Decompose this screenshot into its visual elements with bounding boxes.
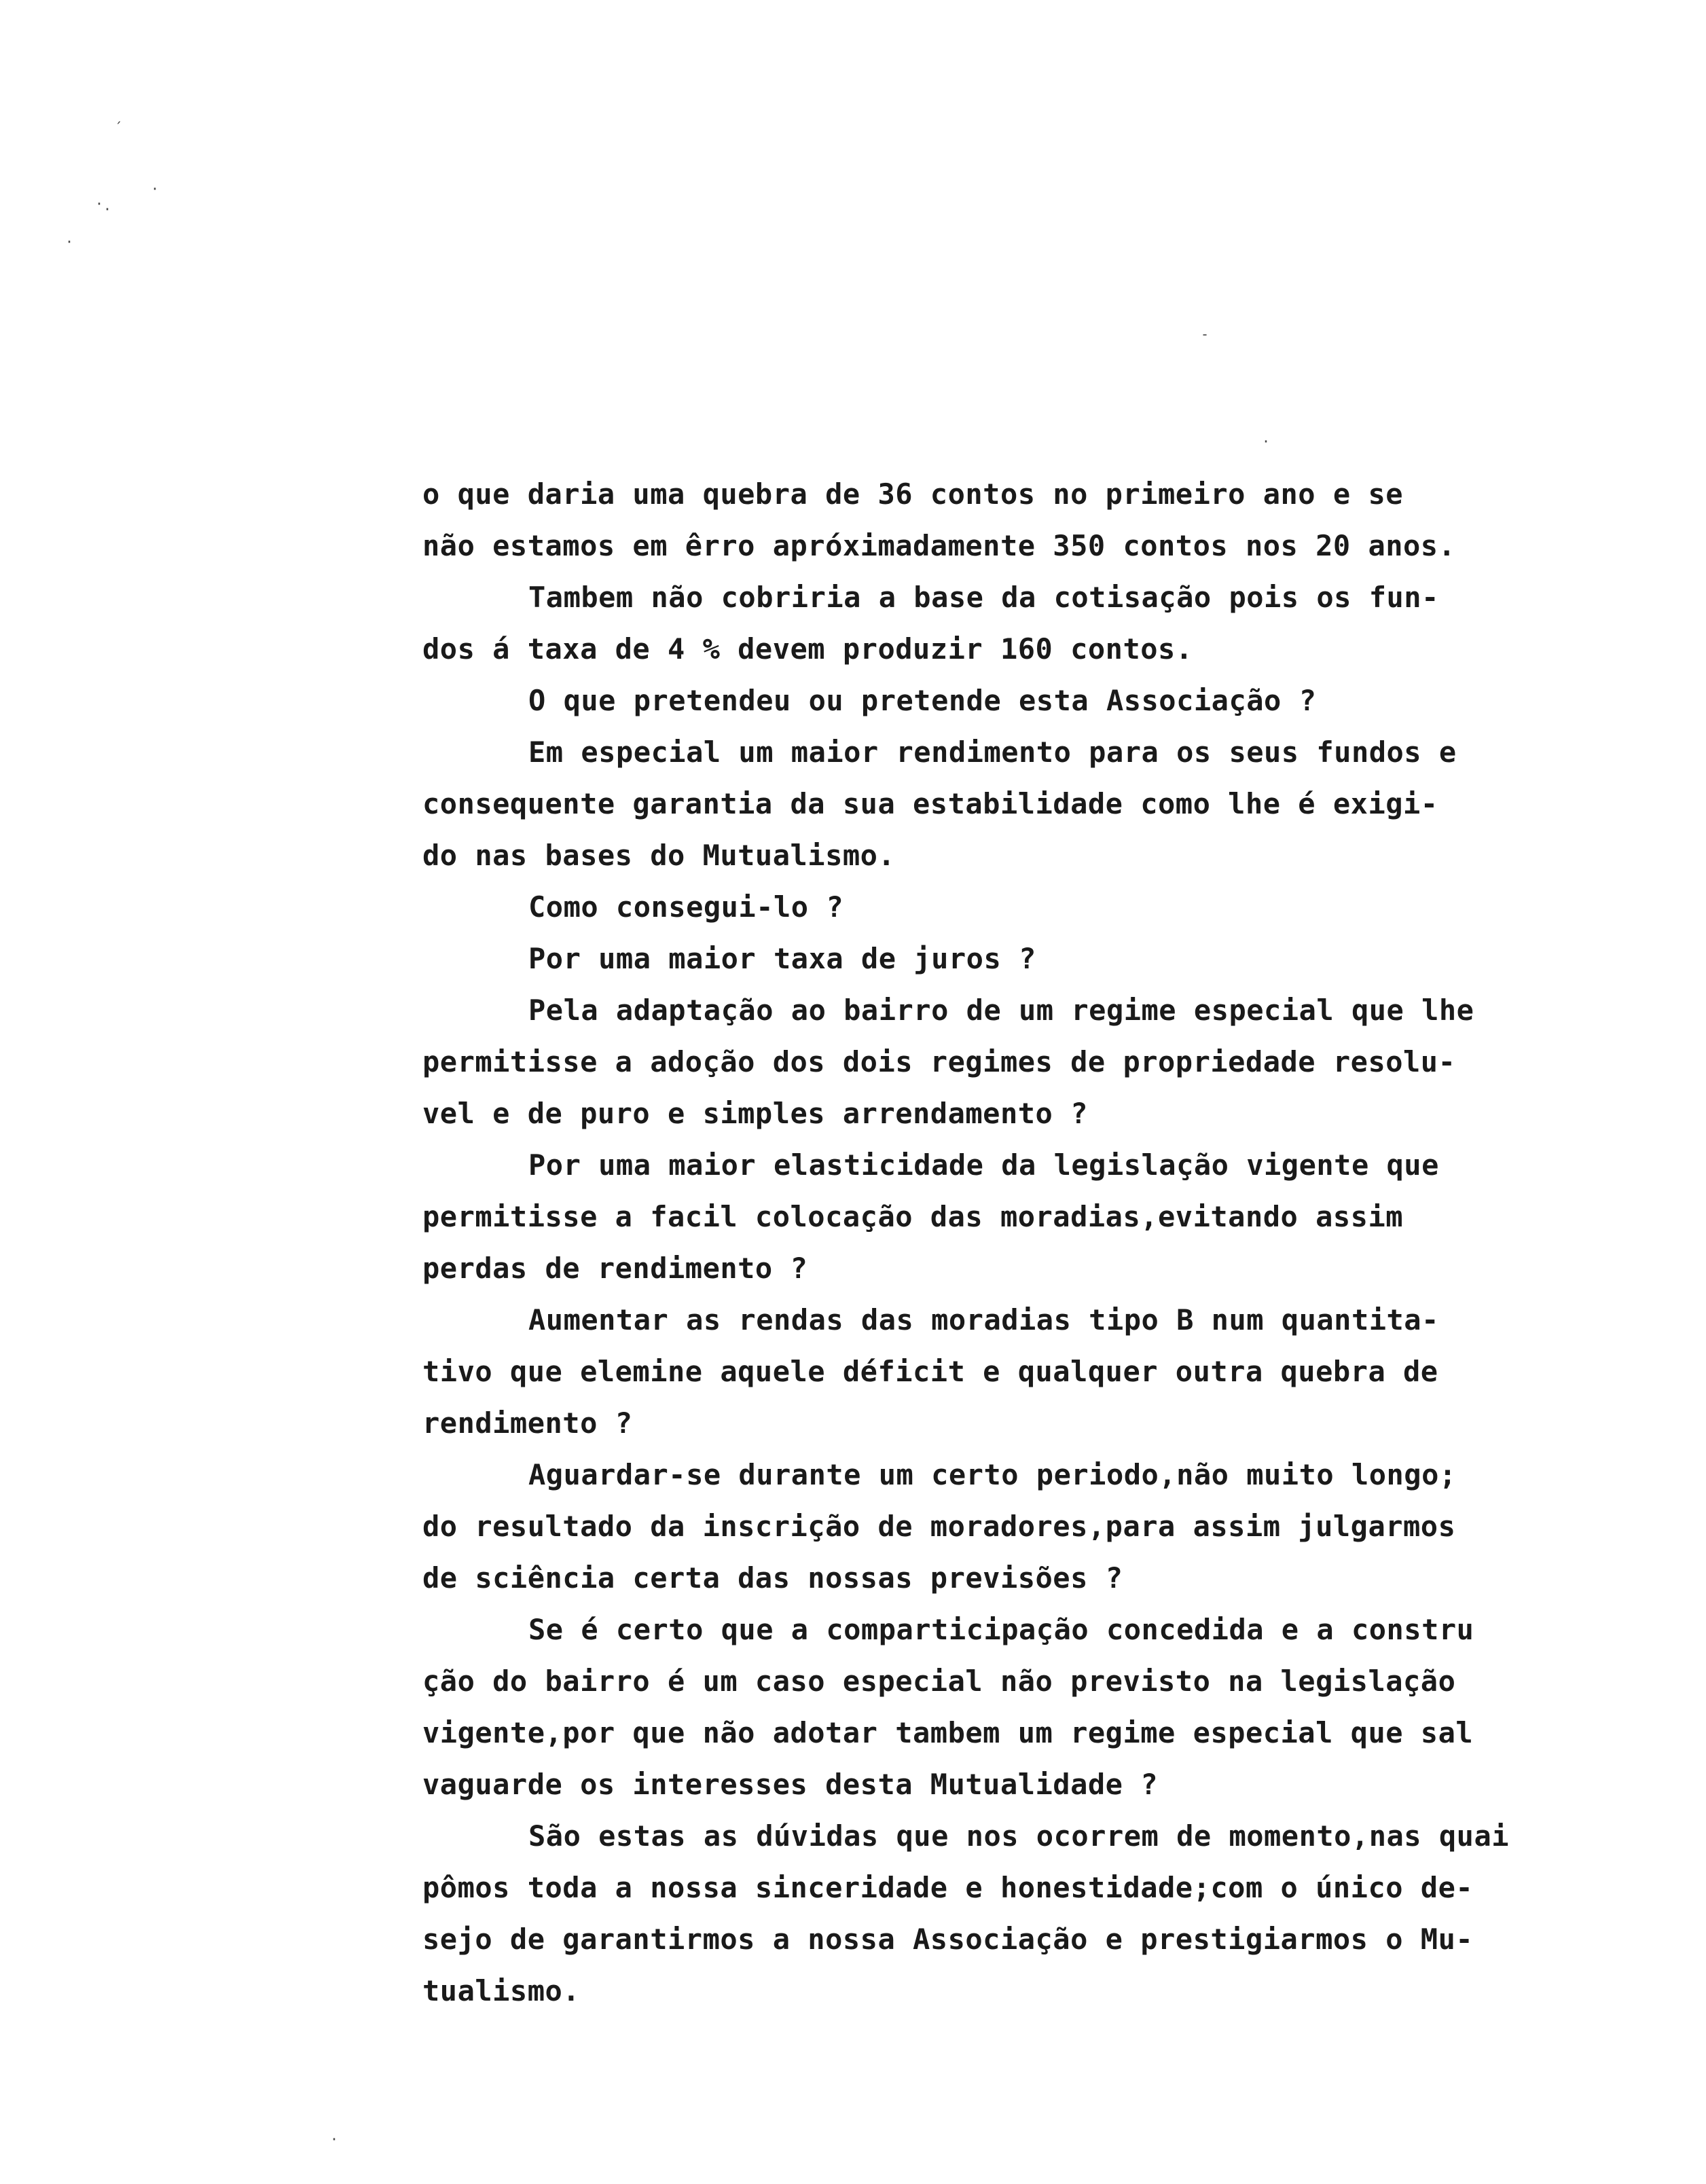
text-line: o que daria uma quebra de 36 contos no primeiro ano e se — [422, 477, 1404, 511]
text-line: dos á taxa de 4 % devem produzir 160 contos. — [422, 632, 1193, 666]
text-line: São estas as dúvidas que nos ocorrem de momento,nas quai — [528, 1819, 1510, 1853]
text-line: Aumentar as rendas das moradias tipo B num quantita- — [528, 1303, 1439, 1336]
text-line: permitisse a adoção dos dois regimes de propriedade resolu- — [422, 1045, 1456, 1078]
scan-speck: · — [103, 201, 112, 217]
scan-speck: · — [330, 2131, 339, 2147]
text-line: ção do bairro é um caso especial não previsto na legislação — [422, 1664, 1456, 1698]
scan-speck: ´ — [114, 120, 123, 136]
text-line: permitisse a facil colocação das moradias,evitando assim — [422, 1200, 1404, 1233]
scan-speck: - — [1201, 326, 1210, 342]
text-line: de sciência certa das nossas previsões ? — [422, 1561, 1123, 1595]
text-line: Se é certo que a comparticipação concedida e a constru — [528, 1613, 1474, 1646]
text-line: não estamos em êrro apróximadamente 350 contos nos 20 anos. — [422, 529, 1456, 562]
text-line: vigente,por que não adotar tambem um regime especial que sal — [422, 1716, 1474, 1749]
text-line: Aguardar-se durante um certo periodo,não muito longo; — [528, 1458, 1457, 1491]
text-line: tivo que elemine aquele déficit e qualquer outra quebra de — [422, 1355, 1438, 1388]
text-line: Em especial um maior rendimento para os seus fundos e — [528, 735, 1457, 769]
text-line: do nas bases do Mutualismo. — [422, 839, 896, 872]
text-line: tualismo. — [422, 1974, 581, 2007]
text-line: vaguarde os interesses desta Mutualidade ? — [422, 1768, 1159, 1801]
scan-speck: · — [95, 196, 104, 212]
text-line: O que pretendeu ou pretende esta Associação ? — [528, 684, 1317, 717]
text-line: Como consegui-lo ? — [528, 890, 844, 924]
text-line: pômos toda a nossa sinceridade e honestidade;com o único de- — [422, 1871, 1474, 1904]
text-line: sejo de garantirmos a nossa Associação e prestigiarmos o Mu- — [422, 1923, 1474, 1956]
text-line: Tambem não cobriria a base da cotisação pois os fun- — [528, 581, 1439, 614]
scan-speck: · — [1262, 433, 1271, 450]
text-line: consequente garantia da sua estabilidade como lhe é exigi- — [422, 787, 1438, 820]
text-line: Por uma maior taxa de juros ? — [528, 942, 1036, 975]
typed-text-block — [422, 469, 1686, 2017]
text-line: do resultado da inscrição de moradores,para assim julgarmos — [422, 1510, 1456, 1543]
scan-speck: · — [65, 234, 74, 250]
text-line: Pela adaptação ao bairro de um regime especial que lhe — [528, 994, 1474, 1027]
text-line: vel e de puro e simples arrendamento ? — [422, 1097, 1088, 1130]
scan-speck: · — [151, 181, 160, 197]
text-line: rendimento ? — [422, 1406, 633, 1440]
text-line: perdas de rendimento ? — [422, 1252, 808, 1285]
text-line: Por uma maior elasticidade da legislação vigente que — [528, 1148, 1439, 1182]
